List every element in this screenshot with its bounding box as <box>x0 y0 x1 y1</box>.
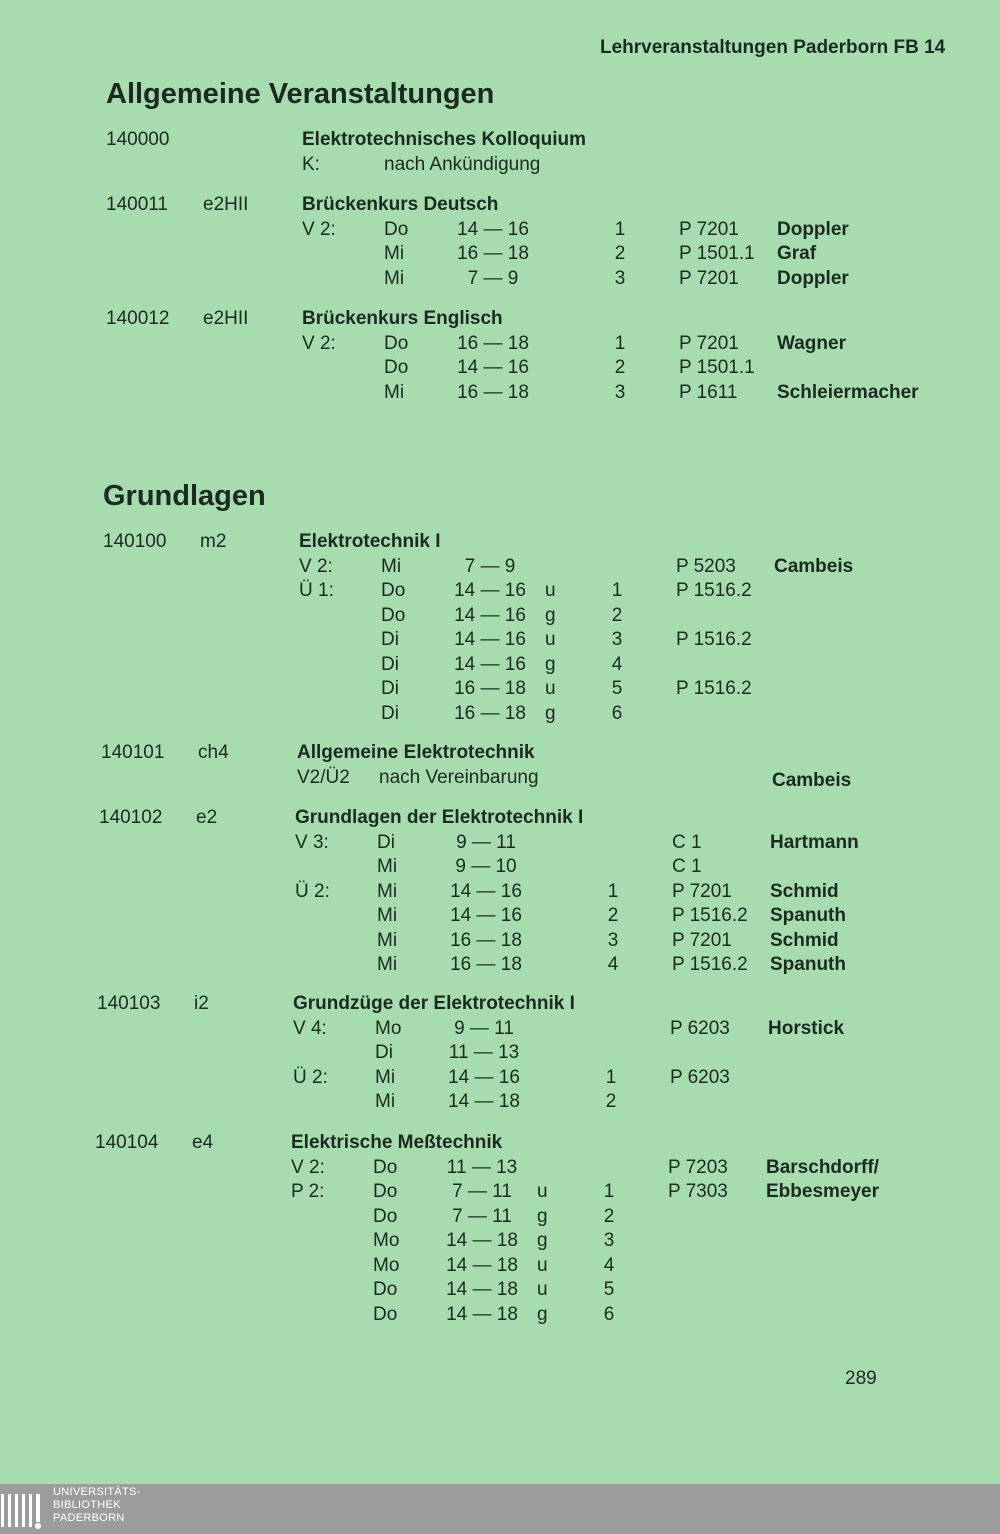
group-number: 4 <box>611 653 623 675</box>
session-type: Ü 1: <box>299 580 334 601</box>
schedule-row <box>103 604 1000 629</box>
weekday: Do <box>373 1205 398 1227</box>
course-code: m2 <box>200 531 227 552</box>
course-title: Elektrotechnik I <box>299 531 441 552</box>
week-parity: u <box>537 1279 548 1300</box>
weekday: Do <box>384 332 409 354</box>
group-number: 4 <box>603 1254 615 1276</box>
schedule-row <box>95 1180 1000 1205</box>
course-number: 140101 <box>101 742 165 763</box>
room: P 1516.2 <box>672 905 748 926</box>
course-title: Brückenkurs Deutsch <box>302 194 499 215</box>
room: P 7303 <box>668 1181 728 1202</box>
course-number: 140104 <box>95 1132 159 1153</box>
weekday: Mi <box>377 856 398 877</box>
schedule-row <box>95 1156 1000 1181</box>
course-code: e2HII <box>203 194 249 215</box>
schedule-note-row <box>106 153 1000 178</box>
lecturer: Cambeis <box>774 555 854 577</box>
room: P 5203 <box>676 555 736 577</box>
group-number: 1 <box>611 580 623 601</box>
library-footer <box>0 1484 1000 1534</box>
time-range: 14 — 16 <box>454 629 526 650</box>
course-number: 140103 <box>97 993 161 1014</box>
session-type: Ü 2: <box>295 880 330 902</box>
group-number: 6 <box>603 1303 615 1325</box>
group-number: 2 <box>614 243 626 264</box>
time-range: 16 — 18 <box>457 332 529 354</box>
schedule-row <box>95 1229 1000 1254</box>
schedule-row <box>103 628 1000 653</box>
group-number: 3 <box>614 381 626 403</box>
room: P 1516.2 <box>676 580 752 601</box>
room: P 6203 <box>670 1066 730 1088</box>
time-range: 16 — 18 <box>454 678 526 699</box>
course-entry <box>99 806 1000 978</box>
week-parity: u <box>537 1254 548 1276</box>
room: P 7203 <box>668 1156 728 1178</box>
course-entry <box>95 1131 1000 1327</box>
time-range: 11 — 13 <box>448 1042 520 1063</box>
weekday: Do <box>381 580 406 601</box>
schedule-row <box>103 702 1000 727</box>
session-type: V 2: <box>299 555 333 577</box>
course-header <box>106 307 1000 332</box>
course-header <box>106 128 1000 153</box>
weekday: Do <box>384 218 409 240</box>
course-header <box>101 741 1000 766</box>
course-code: ch4 <box>198 742 229 763</box>
room: C 1 <box>672 856 702 877</box>
course-entry <box>103 530 1000 726</box>
schedule-row <box>99 953 1000 978</box>
weekday: Mo <box>373 1230 400 1251</box>
schedule-row <box>99 880 1000 905</box>
schedule-row <box>106 218 1000 243</box>
schedule-note: nach Vereinbarung <box>379 766 539 788</box>
weekday: Do <box>381 604 406 626</box>
room: P 7201 <box>679 332 739 354</box>
lecturer: Schmid <box>770 929 839 951</box>
time-range: 7 — 11 <box>452 1205 512 1227</box>
schedule-row <box>95 1303 1000 1328</box>
course-title: Brückenkurs Englisch <box>302 308 503 329</box>
schedule-row <box>103 677 1000 702</box>
lecturer: Doppler <box>777 267 849 289</box>
course-entry <box>106 193 1000 291</box>
course-number: 140012 <box>106 308 170 329</box>
room: P 7201 <box>679 267 739 289</box>
course-entry <box>97 992 1000 1115</box>
schedule-note-row <box>101 766 1000 793</box>
week-parity: u <box>537 1181 548 1202</box>
section-title: Grundlagen <box>103 480 266 512</box>
schedule-row <box>95 1278 1000 1303</box>
week-parity: u <box>545 580 556 601</box>
time-range: 9 — 11 <box>456 831 516 853</box>
time-range: 14 — 16 <box>450 880 522 902</box>
time-range: 16 — 18 <box>457 243 529 264</box>
schedule-row <box>95 1254 1000 1279</box>
course-code: e2 <box>196 807 218 828</box>
library-name <box>53 1486 141 1525</box>
week-parity: g <box>545 653 556 675</box>
lecturer: Wagner <box>777 332 846 354</box>
session-type: P 2: <box>291 1181 325 1202</box>
group-number: 1 <box>614 218 626 240</box>
schedule-row <box>106 332 1000 357</box>
weekday: Do <box>373 1181 398 1202</box>
weekday: Do <box>373 1279 398 1300</box>
time-range: 14 — 18 <box>446 1254 518 1276</box>
weekday: Mi <box>375 1066 396 1088</box>
lecturer: Spanuth <box>770 954 846 975</box>
group-number: 1 <box>607 880 619 902</box>
room: P 1501.1 <box>679 243 755 264</box>
weekday: Di <box>381 702 399 724</box>
time-range: 16 — 18 <box>450 929 522 951</box>
time-range: 7 — 11 <box>452 1181 512 1202</box>
group-number: 3 <box>603 1230 615 1251</box>
weekday: Mo <box>373 1254 400 1276</box>
group-number: 2 <box>607 905 619 926</box>
schedule-row <box>99 904 1000 929</box>
week-parity: g <box>545 604 556 626</box>
weekday: Do <box>373 1303 398 1325</box>
schedule-row <box>103 555 1000 580</box>
group-number: 2 <box>603 1205 615 1227</box>
room: C 1 <box>672 831 702 853</box>
library-name-line: BIBLIOTHEK <box>53 1499 121 1511</box>
lecturer: Cambeis <box>772 769 852 791</box>
group-number: 2 <box>605 1091 617 1112</box>
course-header <box>97 992 1000 1017</box>
schedule-note: nach Ankündigung <box>384 153 541 175</box>
room: P 6203 <box>670 1017 730 1039</box>
course-header <box>103 530 1000 555</box>
group-number: 1 <box>614 332 626 354</box>
time-range: 7 — 9 <box>464 555 516 577</box>
course-title: Grundzüge der Elektrotechnik I <box>293 993 575 1014</box>
course-code: e4 <box>192 1132 214 1153</box>
schedule-row <box>99 855 1000 880</box>
time-range: 14 — 18 <box>448 1091 520 1112</box>
week-parity: g <box>537 1205 548 1227</box>
group-number: 6 <box>611 702 623 724</box>
time-range: 14 — 16 <box>454 580 526 601</box>
lecturer: Hartmann <box>770 831 859 853</box>
time-range: 14 — 18 <box>446 1279 518 1300</box>
time-range: 14 — 16 <box>454 604 526 626</box>
week-parity: g <box>537 1230 548 1251</box>
lecturer: Barschdorff/ <box>766 1156 879 1178</box>
room: P 1516.2 <box>672 954 748 975</box>
time-range: 14 — 18 <box>446 1230 518 1251</box>
time-range: 14 — 16 <box>457 218 529 240</box>
week-parity: u <box>545 678 556 699</box>
lecturer: Ebbesmeyer <box>766 1181 880 1202</box>
time-range: 16 — 18 <box>450 954 522 975</box>
time-range: 14 — 16 <box>457 357 529 378</box>
lecturer: Spanuth <box>770 905 846 926</box>
course-number: 140011 <box>106 194 168 215</box>
time-range: 7 — 9 <box>467 267 519 289</box>
course-title: Allgemeine Elektrotechnik <box>297 742 535 763</box>
group-number: 4 <box>607 954 619 975</box>
week-parity: g <box>537 1303 548 1325</box>
weekday: Mi <box>375 1091 396 1112</box>
course-title: Elektrotechnisches Kolloquium <box>302 129 586 150</box>
schedule-row <box>99 831 1000 856</box>
schedule-row <box>106 267 1000 292</box>
schedule-row <box>97 1041 1000 1066</box>
weekday: Mi <box>384 243 405 264</box>
time-range: 16 — 18 <box>457 381 529 403</box>
running-head: Lehrveranstaltungen Paderborn FB 14 <box>600 37 946 58</box>
room: P 1516.2 <box>676 629 752 650</box>
weekday: Mi <box>377 929 398 951</box>
room: P 1501.1 <box>679 357 755 378</box>
weekday: Mi <box>377 954 398 975</box>
section-title: Allgemeine Veranstaltungen <box>106 78 495 110</box>
weekday: Mi <box>377 905 398 926</box>
group-number: 1 <box>603 1181 615 1202</box>
course-header <box>99 806 1000 831</box>
group-number: 3 <box>614 267 626 289</box>
course-code: i2 <box>194 993 209 1014</box>
schedule-row <box>103 653 1000 678</box>
room: P 1516.2 <box>676 678 752 699</box>
course-title: Elektrische Meßtechnik <box>291 1132 503 1153</box>
schedule-row <box>106 381 1000 406</box>
week-parity: u <box>545 629 556 650</box>
course-entry <box>106 128 1000 177</box>
lecturer: Horstick <box>768 1017 845 1039</box>
session-type: V 2: <box>291 1156 325 1178</box>
schedule-row <box>97 1090 1000 1115</box>
weekday: Di <box>381 629 399 650</box>
course-number: 140100 <box>103 531 167 552</box>
lecturer: Schleiermacher <box>777 381 919 403</box>
library-logo-icon <box>0 1488 46 1530</box>
group-number: 1 <box>605 1066 617 1088</box>
session-type: Ü 2: <box>293 1066 328 1088</box>
group-number: 3 <box>607 929 619 951</box>
room: P 7201 <box>672 880 732 902</box>
lecturer: Graf <box>777 243 817 264</box>
page-number: 289 <box>845 1368 877 1389</box>
time-range: 14 — 16 <box>448 1066 520 1088</box>
library-name-line: UNIVERSITÄTS- <box>53 1486 141 1498</box>
schedule-row <box>95 1205 1000 1230</box>
time-range: 11 — 13 <box>446 1156 518 1178</box>
group-number: 5 <box>603 1279 615 1300</box>
session-type: V2/Ü2 <box>297 766 350 788</box>
course-number: 140000 <box>106 129 170 150</box>
time-range: 14 — 18 <box>446 1303 518 1325</box>
schedule-row <box>97 1066 1000 1091</box>
weekday: Do <box>373 1156 398 1178</box>
schedule-row <box>97 1017 1000 1042</box>
group-number: 3 <box>611 629 623 650</box>
session-type: V 4: <box>293 1017 327 1039</box>
weekday: Mo <box>375 1017 402 1039</box>
weekday: Mi <box>384 267 405 289</box>
weekday: Di <box>375 1042 393 1063</box>
week-parity: g <box>545 702 556 724</box>
lecturer: Doppler <box>777 218 849 240</box>
weekday: Di <box>381 678 399 699</box>
schedule-row <box>103 579 1000 604</box>
time-range: 14 — 16 <box>450 905 522 926</box>
lecturer: Schmid <box>770 880 839 902</box>
weekday: Mi <box>384 381 405 403</box>
library-name-line: PADERBORN <box>53 1512 125 1524</box>
course-number: 140102 <box>99 807 163 828</box>
course-title: Grundlagen der Elektrotechnik I <box>295 807 584 828</box>
weekday: Mi <box>377 880 398 902</box>
course-header <box>106 193 1000 218</box>
session-type: V 3: <box>295 831 329 853</box>
time-range: 9 — 11 <box>454 1017 514 1039</box>
weekday: Mi <box>381 555 402 577</box>
time-range: 14 — 16 <box>454 653 526 675</box>
room: P 7201 <box>672 929 732 951</box>
weekday: Di <box>377 831 395 853</box>
course-code: e2HII <box>203 308 249 329</box>
course-entry <box>101 741 1000 793</box>
group-number: 5 <box>611 678 623 699</box>
course-header <box>95 1131 1000 1156</box>
group-number: 2 <box>614 357 626 378</box>
time-range: 9 — 10 <box>455 856 517 877</box>
schedule-row <box>99 929 1000 954</box>
weekday: Do <box>384 357 409 378</box>
time-range: 16 — 18 <box>454 702 526 724</box>
session-type: K: <box>302 153 320 175</box>
room: P 7201 <box>679 218 739 240</box>
course-entry <box>106 307 1000 405</box>
weekday: Di <box>381 653 399 675</box>
group-number: 2 <box>611 604 623 626</box>
room: P 1611 <box>679 381 738 403</box>
schedule-row <box>106 356 1000 381</box>
schedule-row <box>106 242 1000 267</box>
session-type: V 2: <box>302 218 336 240</box>
session-type: V 2: <box>302 332 336 354</box>
